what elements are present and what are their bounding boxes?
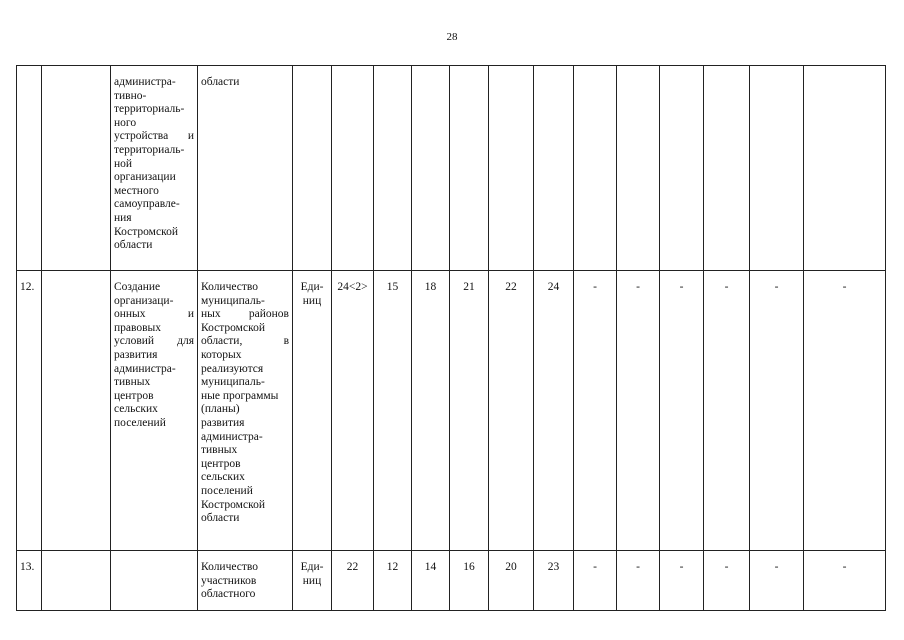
indicator-cell-line: ных районов <box>201 308 289 321</box>
row-number: 12. <box>17 271 42 551</box>
value-cell <box>374 66 412 271</box>
row-number <box>17 66 42 271</box>
event-cell-line: поселений <box>114 416 166 429</box>
value-cell <box>534 66 574 271</box>
unit-cell-line: ниц <box>302 574 322 587</box>
value-cell <box>332 66 374 271</box>
indicator-cell-line: реализуются <box>201 362 264 375</box>
event-cell-line: правовых <box>114 321 162 334</box>
indicator-cell <box>198 271 293 551</box>
indicator-cell-line: области, в <box>201 335 289 348</box>
indicator-cell-line: Костромской <box>201 321 265 334</box>
value-cell <box>450 66 489 271</box>
row-number: 13. <box>17 551 42 611</box>
unit-cell <box>293 551 332 611</box>
indicator-cell-line: поселений <box>201 484 253 497</box>
value-cell: 16 <box>450 551 489 611</box>
value-cell: - <box>750 271 804 551</box>
value-cell <box>804 66 886 271</box>
value-cell: 14 <box>412 551 450 611</box>
value-cell: - <box>574 271 617 551</box>
value-cell: - <box>804 551 886 611</box>
value-cell <box>617 66 660 271</box>
event-cell-line: администра- <box>114 362 176 375</box>
unit-cell <box>293 66 332 271</box>
indicator-cell <box>198 551 293 611</box>
indicator-cell-line: Количество <box>201 281 258 293</box>
indicator-cell-line: областного <box>201 588 256 601</box>
goal-cell <box>42 551 111 611</box>
table-row <box>17 551 886 611</box>
event-cell <box>111 66 198 271</box>
value-cell: - <box>660 271 704 551</box>
value-cell <box>489 66 534 271</box>
event-cell-line: тивных <box>114 376 151 389</box>
table-body <box>17 66 886 611</box>
indicator-cell-line: развития <box>201 416 245 429</box>
indicator-cell-line: которых <box>201 348 242 361</box>
unit-cell-line: Еди- <box>300 561 324 573</box>
value-cell <box>704 66 750 271</box>
value-cell: 24 <box>534 271 574 551</box>
indicator-cell-line: муниципаль- <box>201 376 265 389</box>
event-cell-line: ной <box>114 157 133 170</box>
event-cell-line: тивно- <box>114 89 147 102</box>
indicator-cell-line: сельских <box>201 471 245 484</box>
value-cell: 24<2> <box>332 271 374 551</box>
indicator-cell-line: администра- <box>201 430 263 443</box>
event-cell-line: ния <box>114 211 132 224</box>
value-cell: 22 <box>332 551 374 611</box>
value-cell: 21 <box>450 271 489 551</box>
event-cell <box>111 551 198 611</box>
indicator-cell-line: (планы) <box>201 403 240 416</box>
value-cell: 20 <box>489 551 534 611</box>
value-cell: - <box>617 271 660 551</box>
event-cell-line: администра- <box>114 76 176 88</box>
value-cell: - <box>750 551 804 611</box>
indicator-cell-line: Костромской <box>201 498 265 511</box>
indicators-table <box>16 65 886 611</box>
value-cell: 23 <box>534 551 574 611</box>
value-cell: 12 <box>374 551 412 611</box>
event-cell-line: устройства и <box>114 130 194 143</box>
event-cell-line: области <box>114 239 153 252</box>
value-cell <box>750 66 804 271</box>
value-cell: - <box>804 271 886 551</box>
event-cell-line: организации <box>114 171 176 184</box>
value-cell: 15 <box>374 271 412 551</box>
value-cell <box>660 66 704 271</box>
value-cell: - <box>617 551 660 611</box>
page-number: 28 <box>446 31 458 43</box>
unit-cell <box>293 271 332 551</box>
table-row <box>17 66 886 271</box>
unit-cell-line: Еди- <box>300 281 324 293</box>
event-cell-line: сельских <box>114 403 158 416</box>
indicator-cell-line: Количество <box>201 561 258 573</box>
indicator-cell-line: участников <box>201 574 257 587</box>
goal-cell <box>42 66 111 271</box>
value-cell: - <box>660 551 704 611</box>
event-cell-line: ного <box>114 116 137 129</box>
event-cell-line: условий для <box>114 335 194 348</box>
event-cell-line: центров <box>114 389 154 402</box>
value-cell: 18 <box>412 271 450 551</box>
event-cell <box>111 271 198 551</box>
value-cell: 22 <box>489 271 534 551</box>
event-cell-line: местного <box>114 184 159 197</box>
event-cell-line: самоуправле- <box>114 198 180 211</box>
event-cell-line: развития <box>114 348 158 361</box>
indicator-cell <box>198 66 293 271</box>
value-cell: - <box>574 551 617 611</box>
indicator-cell-line: тивных <box>201 444 238 457</box>
event-cell-line: Костромской <box>114 225 178 238</box>
event-cell-line: Создание <box>114 281 161 293</box>
event-cell-line: территориаль- <box>114 103 185 116</box>
indicator-cell-line: центров <box>201 457 241 470</box>
indicator-cell-line: муниципаль- <box>201 294 265 307</box>
value-cell: - <box>704 551 750 611</box>
indicator-cell-line: области <box>201 76 240 88</box>
unit-cell-line: ниц <box>302 294 322 307</box>
value-cell <box>574 66 617 271</box>
table-row <box>17 271 886 551</box>
event-cell-line: организаци- <box>114 294 174 307</box>
event-cell-line: территориаль- <box>114 143 185 156</box>
value-cell: - <box>704 271 750 551</box>
indicator-cell-line: области <box>201 512 240 525</box>
value-cell <box>412 66 450 271</box>
event-cell-line: онных и <box>114 308 194 321</box>
indicator-cell-line: ные программы <box>201 389 279 402</box>
goal-cell <box>42 271 111 551</box>
